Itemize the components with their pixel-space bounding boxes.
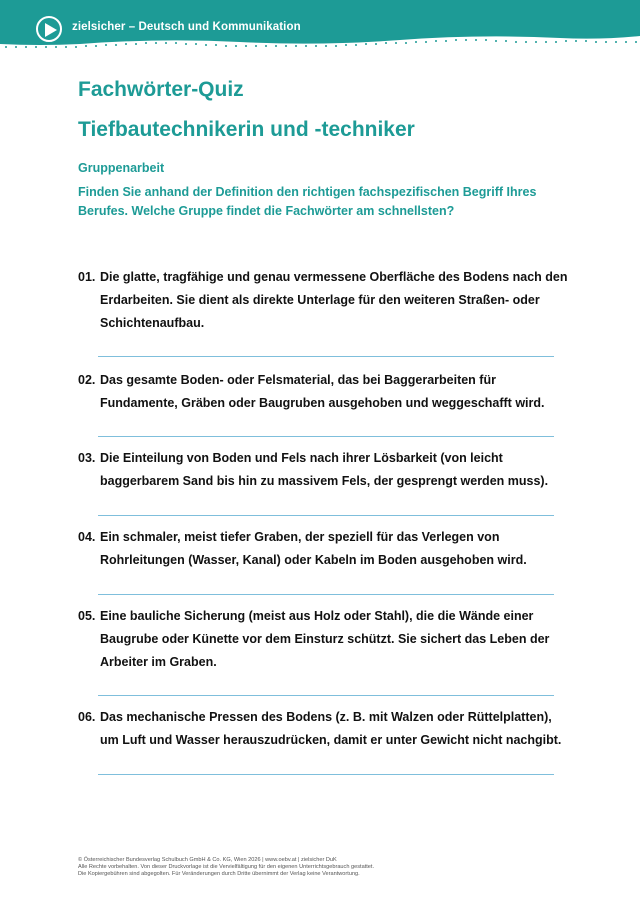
page-title: Fachwörter-Quiz [78,78,244,101]
footer-line: © Österreichischer Bundesverlag Schulbuch GmbH & Co. KG, Wien 2026 | www.oebv.at | zielsicher DuK [78,857,337,863]
answer-line-4[interactable] [98,594,554,595]
question-number: 04. [78,530,96,544]
question-text: Die glatte, tragfähige und genau vermessene Oberfläche des Bodens nach den Erdarbeiten. Sie dient als direkte Unterlage für den weiteren Straßen- oder Schichtenaufbau. [100,270,568,330]
instructions: Finden Sie anhand der Definition den richtigen fachspezifischen Begriff Ihres Berufes. Welche Gruppe findet die Fachwörter am schnellsten? [78,185,537,218]
question-number: 03. [78,451,96,465]
copyright-footer [78,857,578,879]
question-text: Ein schmaler, meist tiefer Graben, der speziell für das Verlegen von Rohrleitungen (Wasser, Kanal) oder Kabeln im Boden ausgehoben wird. [100,530,527,567]
subheading: Gruppenarbeit [78,161,165,175]
question-text: Das mechanische Pressen des Bodens (z. B. mit Walzen oder Rüttelplatten), um Luft und Wasser herauszudrücken, damit er unter Gewicht nicht nachgibt. [100,710,562,747]
question-number: 05. [78,609,96,623]
answer-line-5[interactable] [98,695,554,696]
answer-line-3[interactable] [98,515,554,516]
question-text: Eine bauliche Sicherung (meist aus Holz oder Stahl), die die Wände einer Baugrube oder Künette vor dem Einsturz schützt. Sie sichert das Leben der Arbeiter im Graben. [100,609,550,669]
brand-name: zielsicher – Deutsch und Kommunikation [72,21,301,33]
question-number: 01. [78,270,96,284]
question-number: 02. [78,373,96,387]
header-banner [0,0,640,50]
answer-line-2[interactable] [98,436,554,437]
page-subtitle: Tiefbautechnikerin und -techniker [78,118,415,141]
answer-line-6[interactable] [98,774,554,775]
footer-line: Die Kopiergebühren sind abgegolten. Für Veränderungen durch Dritte übernimmt der Verlag keine Verantwortung. [78,871,360,878]
answer-line-1[interactable] [98,356,554,357]
footer-line: Alle Rechte vorbehalten. Von dieser Druckvorlage ist die Vervielfältigung für den eigenen Unterrichtsgebrauch gestattet. [78,864,375,871]
question-text: Das gesamte Boden- oder Felsmaterial, das bei Baggerarbeiten für Fundamente, Gräben oder Baugruben ausgehoben und weggeschafft wird. [100,373,545,410]
question-number: 06. [78,710,96,724]
question-text: Die Einteilung von Boden und Fels nach ihrer Lösbarkeit (von leicht baggerbarem Sand bis hin zu massivem Fels, der gesprengt werden muss). [100,451,549,488]
play-icon [36,16,62,42]
